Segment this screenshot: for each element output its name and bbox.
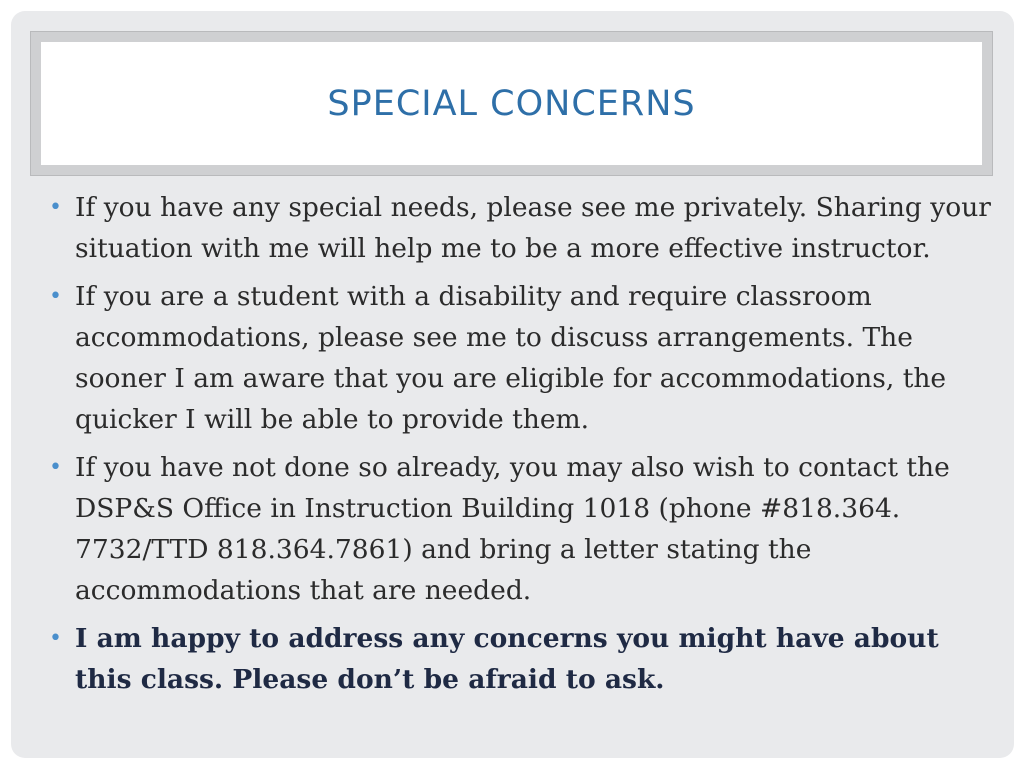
title-frame — [30, 31, 993, 176]
bullet-dot-icon: • — [49, 626, 62, 651]
bullet-item-special-needs — [43, 187, 993, 269]
bullet-text: If you have not done so already, you may also wish to contact the DSP&S Office in Instruction Building 1018 (phone #818.364. 7732/TTD 818.364.7861) and bring a letter stating the accommodations that are needed. — [75, 452, 950, 606]
bullet-text: If you have any special needs, please see me privately. Sharing your situation with me will help me to be a more effective instructor. — [75, 192, 991, 264]
bullet-text: I am happy to address any concerns you might have about this class. Please don’t be afraid to ask. — [75, 623, 939, 695]
bullet-text: If you are a student with a disability and require classroom accommodations, please see me to discuss arrangements. The sooner I am aware that you are eligible for accommodations, the quicker I will be able to provide them. — [75, 281, 947, 435]
title-box — [41, 42, 982, 165]
bullet-item-dsps-office — [43, 447, 993, 611]
bullet-dot-icon: • — [49, 284, 62, 309]
bullet-dot-icon: • — [49, 195, 62, 220]
bullet-item-happy-to-address — [43, 618, 993, 700]
slide — [11, 11, 1014, 758]
bullet-item-disability — [43, 276, 993, 440]
slide-title: SPECIAL CONCERNS — [327, 83, 696, 124]
bullet-dot-icon: • — [49, 455, 62, 480]
bullet-list — [43, 187, 993, 707]
